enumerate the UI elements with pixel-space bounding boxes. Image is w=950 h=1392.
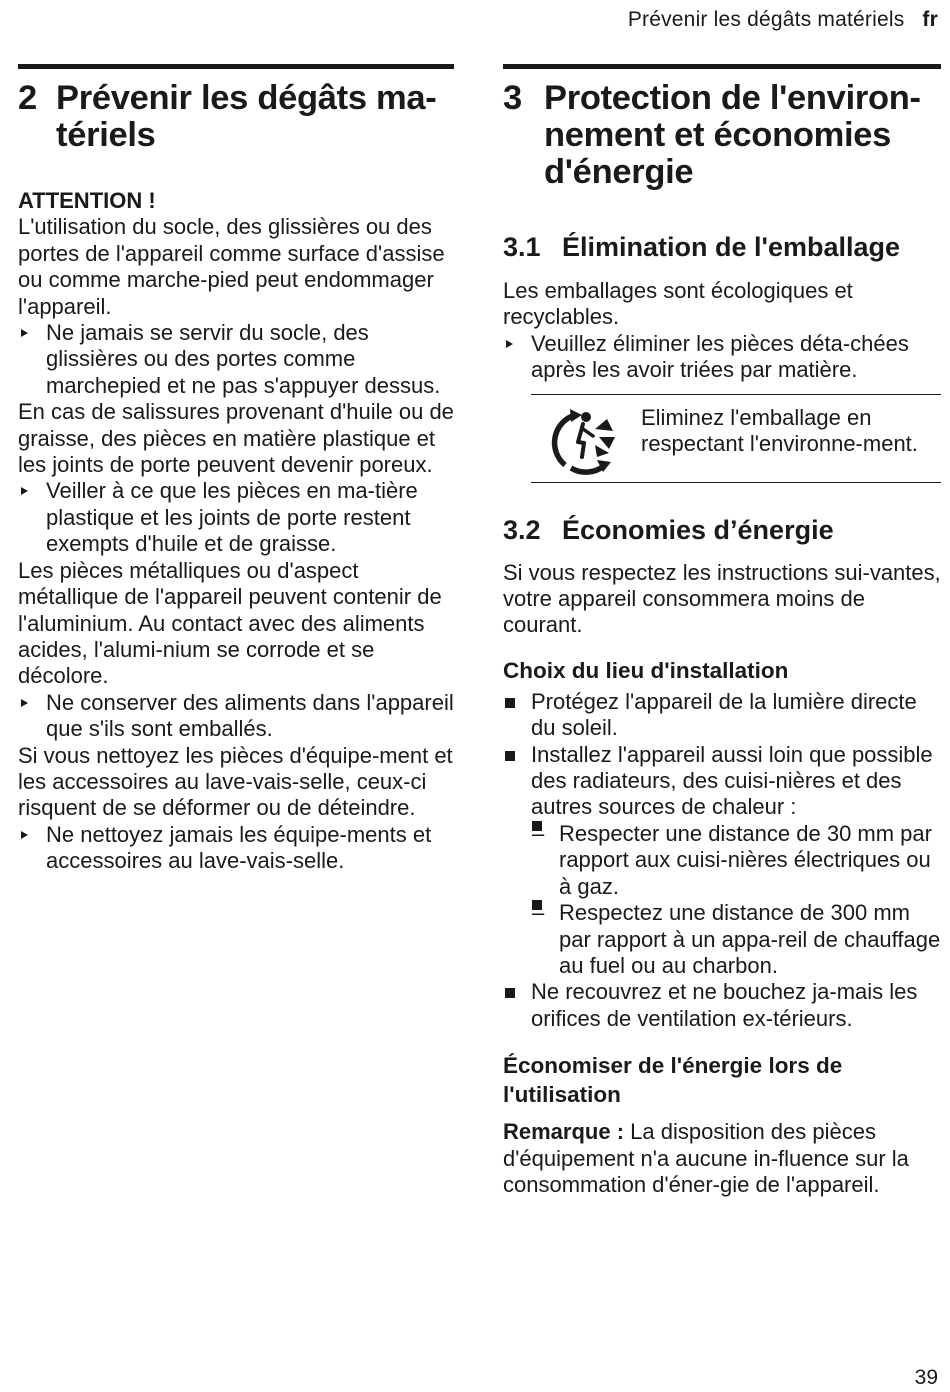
instruction-item: Ne nettoyez jamais les équipe-ments et accessoires au lave-vais-selle. [18, 822, 454, 875]
page-number: 39 [914, 1366, 938, 1389]
paragraph: Si vous nettoyez les pièces d'équipe-ment et les accessoires au lave-vais-selle, ceux-ci risquent de se déformer ou de déteindre. [18, 742, 453, 821]
section-number: 3 [503, 79, 522, 117]
instruction-item: Ne conserver des aliments dans l'appareil que s'ils sont emballés. [18, 690, 454, 743]
remark-text: La disposition des pièces d'équipement n'a aucune in-fluence sur la consommation d'éner-gie de l'appareil. [503, 1119, 909, 1197]
list-item: Ne recouvrez et ne bouchez ja-mais les orifices de ventilation ex-térieurs. [503, 979, 941, 1032]
notice-text: Eliminez l'emballage en respectant l'environne-ment. [641, 404, 918, 457]
list-item: Protégez l'appareil de la lumière directe du soleil. [503, 689, 941, 742]
recycling-person-icon [531, 405, 641, 479]
instruction-list [18, 478, 454, 557]
section-3-column [503, 64, 941, 1198]
subsection-title: Économies d’énergie [562, 514, 834, 545]
section-number: 2 [18, 79, 37, 117]
instruction-item: Veuillez éliminer les pièces déta-chées après les avoir triées par matière. [503, 331, 941, 384]
location-heading: Choix du lieu d'installation [503, 657, 789, 683]
location-list [503, 689, 941, 1032]
language-code: fr [922, 8, 938, 31]
instruction-item: Ne jamais se servir du socle, des glissières ou des portes comme marchepied et ne pas s'appuyer dessus. [18, 320, 454, 399]
section-rule [18, 64, 454, 69]
dash-item: – Respecter une distance de 30 mm par rapport aux cuisi-nières électriques ou à gaz. [531, 821, 941, 900]
list-item [503, 742, 941, 980]
instruction-list [503, 331, 941, 384]
attention-label: ATTENTION ! [18, 188, 156, 213]
paragraph: L'utilisation du socle, des glissières ou des portes de l'appareil comme surface d'assise ou comme marche-pied peut endommager l'appareil. [18, 214, 445, 319]
instruction-list [18, 822, 454, 875]
paragraph: Les emballages sont écologiques et recyclables. [503, 278, 853, 330]
subsection-3-2-heading [503, 515, 941, 546]
section-title: Protection de l'environ- nement et économies d'énergie [544, 79, 921, 191]
section-rule [503, 64, 941, 69]
subsection-title: Élimination de l'emballage [562, 232, 901, 262]
instruction-list [18, 690, 454, 743]
dash-item: – Respectez une distance de 300 mm par rapport à un appa-reil de chauffage au fuel ou au charbon. [531, 900, 941, 979]
subsection-number: 3.1 [503, 232, 541, 262]
instruction-list [18, 320, 454, 399]
environment-notice [531, 394, 941, 483]
list-item-text: Installez l'appareil aussi loin que possible des radiateurs, des cuisi-nières et des autres sources de chaleur : [531, 741, 933, 820]
section-title: Prévenir les dégâts ma- tériels [56, 79, 437, 154]
running-header-title: Prévenir les dégâts matériels [627, 8, 905, 31]
paragraph: Si vous respectez les instructions sui-vantes, votre appareil consommera moins de courant. [503, 559, 941, 638]
usage-heading: Économiser de l'énergie lors de l'utilisation [503, 1053, 843, 1108]
distance-list [531, 821, 941, 979]
paragraph: En cas de salissures provenant d'huile ou de graisse, des pièces en matière plastique et les joints de porte peuvent devenir poreux. [18, 399, 454, 478]
subsection-number: 3.2 [503, 514, 541, 545]
subsection-3-1-heading [503, 232, 941, 263]
section-2-column [18, 64, 454, 875]
remark-label: Remarque : [503, 1119, 625, 1145]
remark-paragraph [503, 1119, 941, 1198]
instruction-item: Veiller à ce que les pièces en ma-tière plastique et les joints de porte restent exempts d'huile et de graisse. [18, 478, 454, 557]
section-3-heading [503, 80, 941, 191]
running-header [628, 8, 938, 32]
section-2-heading [18, 80, 454, 154]
paragraph: Les pièces métalliques ou d'aspect métallique de l'appareil peuvent contenir de l'aluminium. Au contact avec des aliments acides, l'alumi-nium se corrode et se décolore. [18, 557, 442, 689]
